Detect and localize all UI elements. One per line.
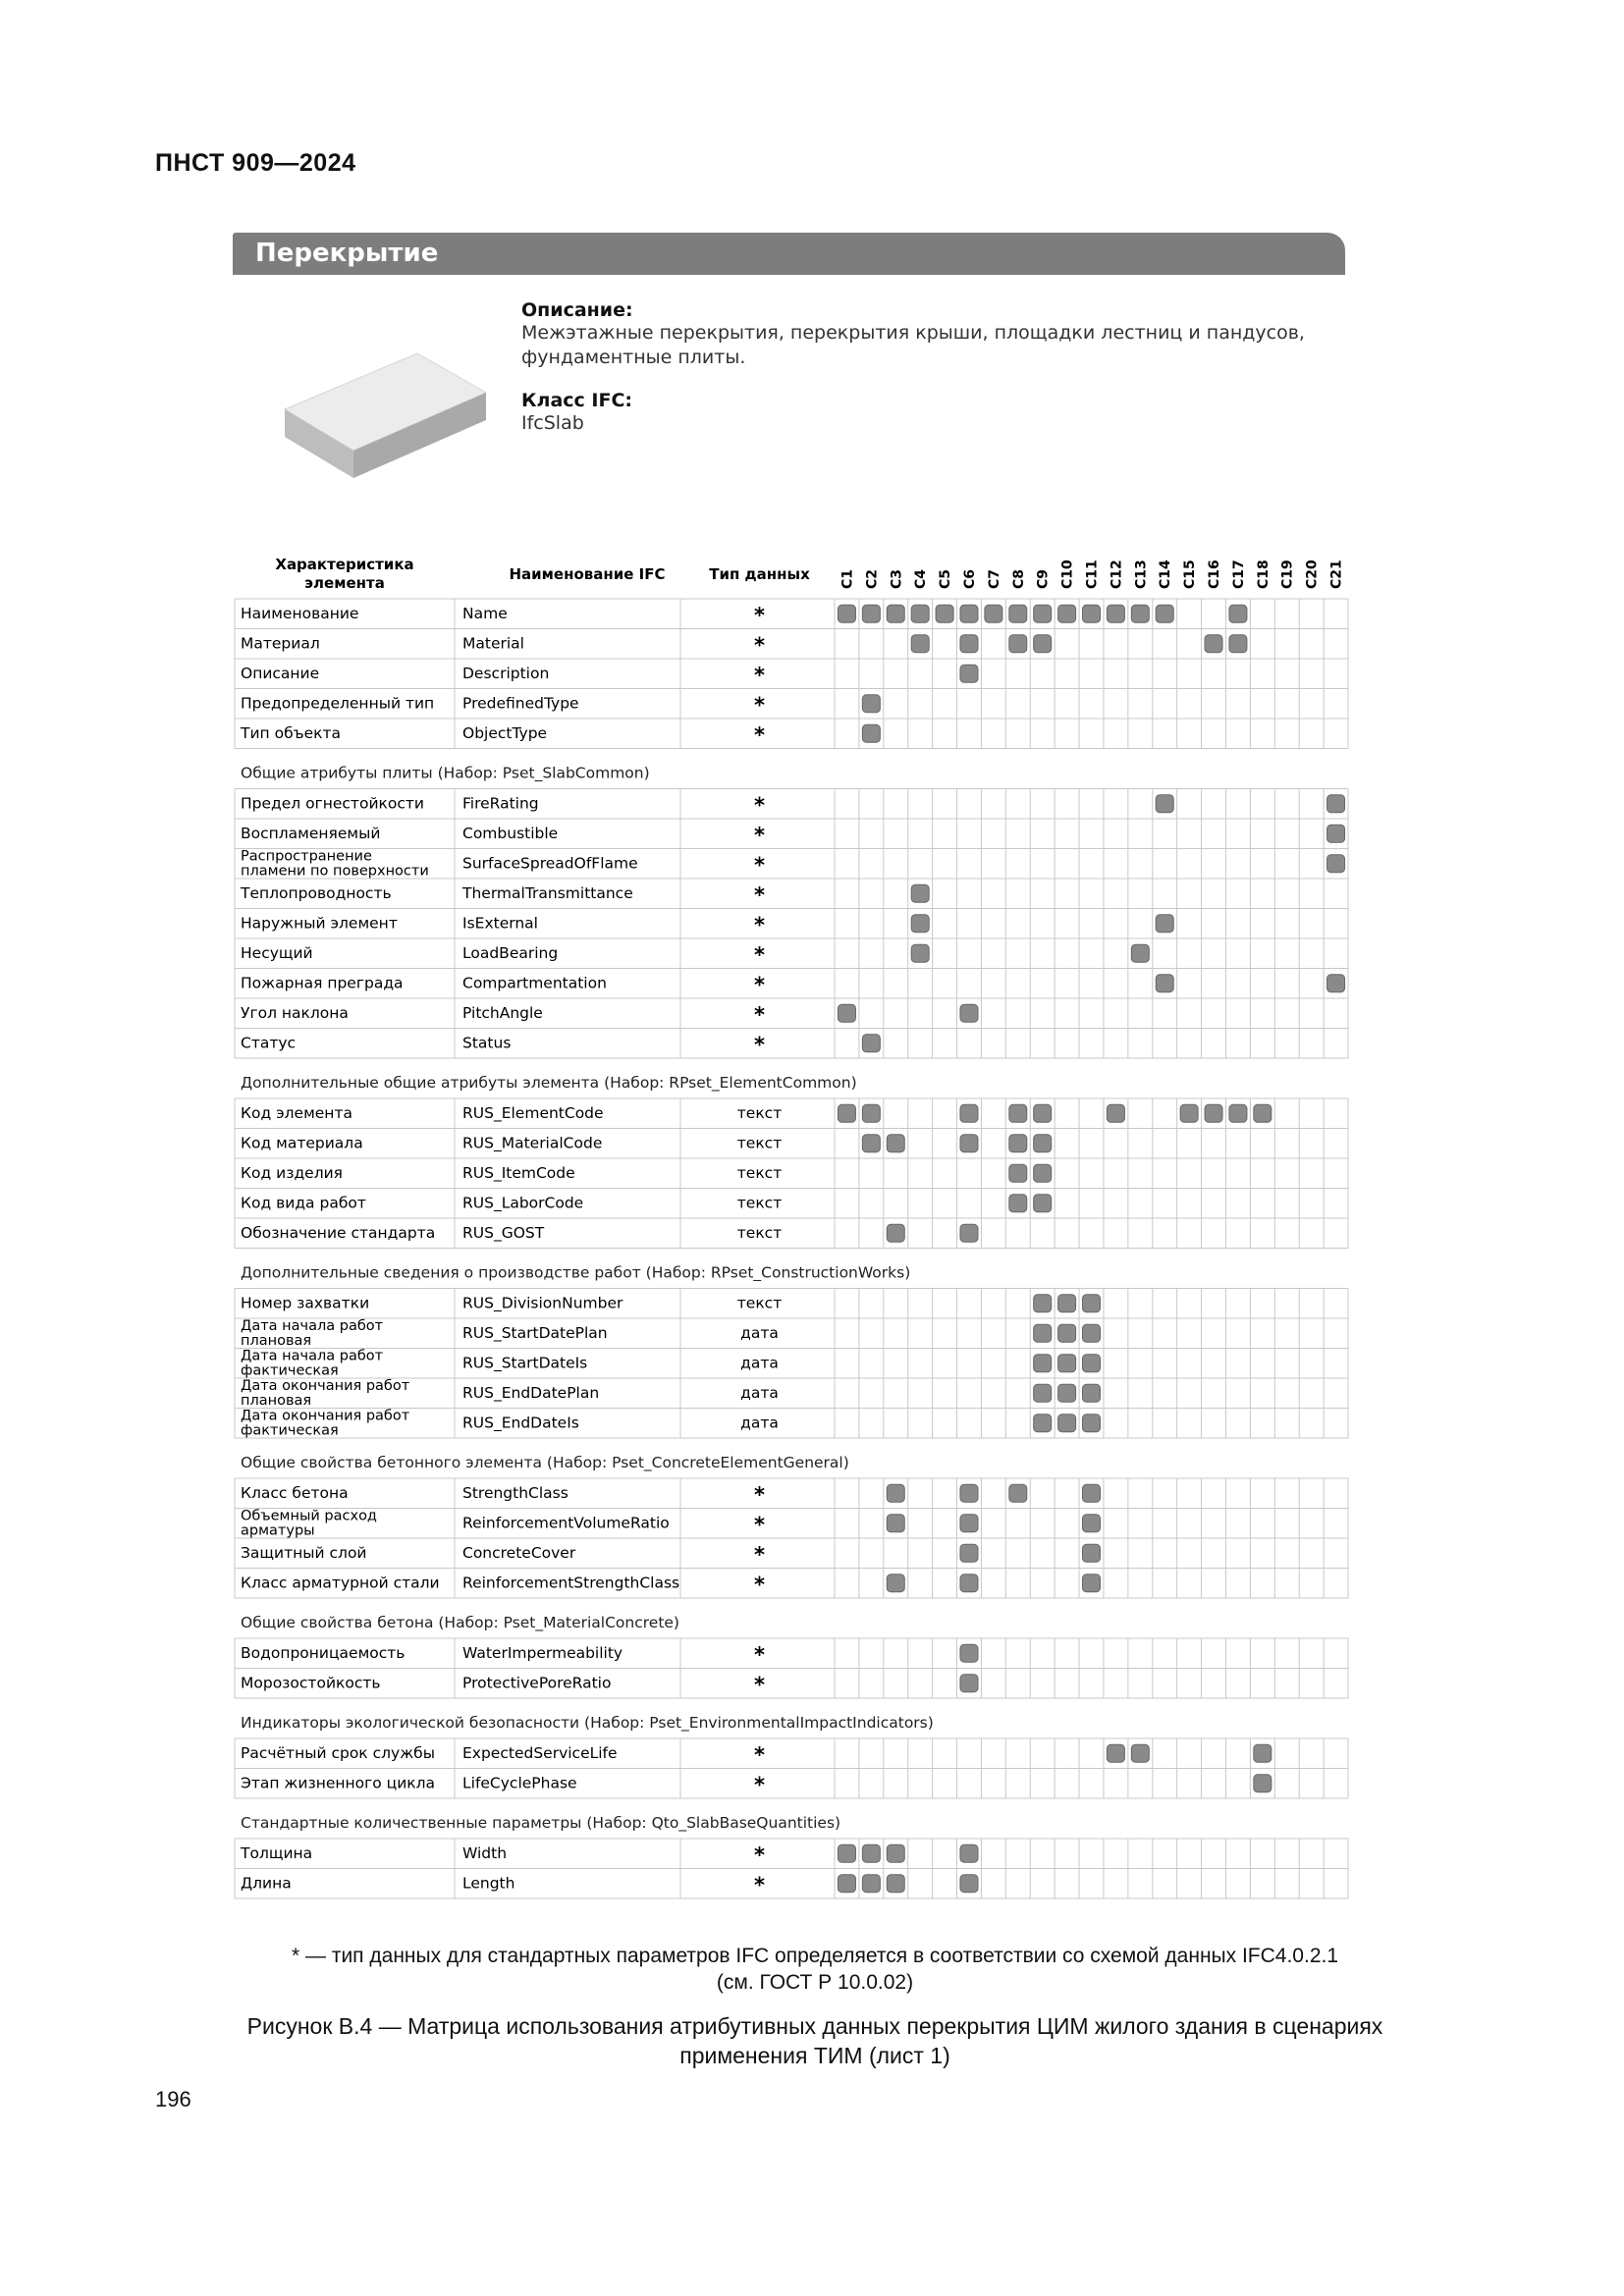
- row-data-type: *: [754, 664, 765, 687]
- row-data-type: *: [754, 973, 765, 997]
- scenario-header: С12: [1109, 560, 1125, 589]
- usage-marker: [1327, 825, 1345, 842]
- usage-marker: [862, 605, 880, 622]
- usage-marker: [862, 1104, 880, 1122]
- usage-marker: [862, 1035, 880, 1052]
- scenario-header: С6: [961, 568, 978, 589]
- row-ifc-name: LoadBearing: [462, 944, 559, 962]
- usage-marker: [1205, 635, 1222, 653]
- scenario-header: С2: [864, 568, 881, 589]
- row-characteristic: Материал: [241, 634, 320, 653]
- usage-marker: [862, 1844, 880, 1862]
- scenario-header: С5: [938, 568, 954, 589]
- row-data-type: *: [754, 693, 765, 718]
- usage-marker: [960, 1484, 978, 1502]
- usage-marker: [862, 695, 880, 713]
- row-characteristic: Предел огнестойкости: [241, 794, 424, 813]
- row-characteristic: Код элемента: [241, 1104, 352, 1122]
- row-characteristic: Защитный слой: [241, 1544, 367, 1562]
- usage-marker: [887, 605, 904, 622]
- usage-marker: [960, 1544, 978, 1562]
- caption-line: применения ТИМ (лист 1): [679, 2043, 950, 2068]
- row-ifc-name: Length: [462, 1874, 515, 1893]
- row-ifc-name: PredefinedType: [462, 694, 579, 713]
- usage-marker: [960, 1224, 978, 1242]
- row-data-type: *: [754, 824, 765, 847]
- usage-marker: [1107, 605, 1124, 622]
- row-characteristic: Пожарная преграда: [241, 974, 404, 992]
- usage-marker: [1034, 1195, 1052, 1212]
- row-characteristic: Наружный элемент: [241, 914, 398, 933]
- usage-marker: [1034, 1295, 1052, 1312]
- usage-marker: [887, 1875, 904, 1893]
- row-characteristic: Объемный расход: [241, 1508, 377, 1524]
- usage-marker: [887, 1844, 904, 1862]
- usage-marker: [838, 1104, 855, 1122]
- row-ifc-name: Description: [462, 665, 550, 682]
- row-characteristic: Класс арматурной стали: [241, 1574, 440, 1592]
- usage-marker: [960, 1135, 978, 1152]
- row-ifc-name: RUS_GOST: [462, 1224, 545, 1242]
- row-ifc-name: ObjectType: [462, 724, 548, 742]
- group-title: Общие атрибуты плиты (Набор: Pset_SlabCommon): [241, 764, 650, 782]
- row-ifc-name: PitchAngle: [462, 1004, 543, 1022]
- header-data-type: Тип данных: [709, 565, 810, 583]
- row-data-type: текст: [736, 1134, 783, 1152]
- row-ifc-name: ThermalTransmittance: [462, 884, 633, 902]
- row-characteristic: Код изделия: [241, 1164, 344, 1182]
- section-title: Перекрытие: [255, 239, 439, 268]
- row-characteristic: Описание: [241, 665, 320, 682]
- row-characteristic: Дата начала работ: [241, 1348, 384, 1364]
- ifc-class-label: Класс IFC:: [521, 390, 632, 411]
- row-data-type: *: [754, 883, 765, 907]
- description-label: Описание:: [521, 299, 633, 321]
- row-ifc-name: ConcreteCover: [462, 1544, 576, 1562]
- usage-marker: [911, 884, 929, 902]
- row-ifc-name: ProtectivePoreRatio: [462, 1674, 612, 1692]
- row-ifc-name: FireRating: [462, 794, 539, 813]
- group-title: Дополнительные общие атрибуты элемента (Набор: RPset_ElementCommon): [241, 1074, 857, 1092]
- row-characteristic: Этап жизненного цикла: [241, 1774, 436, 1792]
- ifc-class-value: IfcSlab: [521, 412, 584, 434]
- row-ifc-name: LifeCyclePhase: [462, 1774, 577, 1792]
- usage-marker: [1107, 1104, 1124, 1122]
- usage-marker: [838, 1875, 855, 1893]
- usage-marker: [1083, 1544, 1101, 1562]
- usage-marker: [960, 1875, 978, 1893]
- usage-marker: [960, 1575, 978, 1592]
- row-ifc-name: Status: [462, 1034, 512, 1052]
- usage-marker: [1229, 1104, 1247, 1122]
- usage-marker: [1083, 1575, 1101, 1592]
- usage-marker: [1058, 1415, 1076, 1432]
- usage-marker: [887, 1224, 904, 1242]
- usage-marker: [887, 1515, 904, 1532]
- usage-marker: [960, 635, 978, 653]
- usage-marker: [1034, 635, 1052, 653]
- usage-marker: [1083, 1415, 1101, 1432]
- row-ifc-name: ExpectedServiceLife: [462, 1744, 618, 1762]
- usage-marker: [1327, 855, 1345, 873]
- usage-marker: [1058, 1295, 1076, 1312]
- row-ifc-name: IsExternal: [462, 914, 538, 933]
- row-data-type: текст: [736, 1104, 783, 1122]
- row-ifc-name: RUS_ElementCode: [462, 1104, 604, 1122]
- scenario-header: С20: [1304, 560, 1321, 589]
- row-ifc-name: ReinforcementStrengthClass: [462, 1574, 680, 1592]
- usage-marker: [887, 1135, 904, 1152]
- row-ifc-name: ReinforcementVolumeRatio: [462, 1514, 670, 1532]
- scenario-header: С7: [986, 568, 1002, 589]
- scenario-header: С8: [1010, 568, 1027, 589]
- row-data-type: *: [754, 1873, 765, 1897]
- row-characteristic: Дата окончания работ: [241, 1408, 410, 1424]
- group-title: Индикаторы экологической безопасности (Набор: Pset_EnvironmentalImpactIndicators): [241, 1714, 934, 1732]
- row-data-type: *: [754, 1543, 765, 1567]
- row-characteristic: фактическая: [241, 1362, 339, 1379]
- row-data-type: *: [754, 1843, 765, 1867]
- caption-line: Рисунок В.4 — Матрица использования атрибутивных данных перекрытия ЦИМ жилого здания в сценариях: [246, 2013, 1383, 2039]
- usage-marker: [1009, 1164, 1027, 1182]
- row-ifc-name: Compartmentation: [462, 974, 607, 992]
- usage-marker: [1327, 795, 1345, 813]
- usage-marker: [838, 1844, 855, 1862]
- row-data-type: дата: [740, 1324, 779, 1342]
- row-data-type: *: [754, 1743, 765, 1767]
- row-ifc-name: SurfaceSpreadOfFlame: [462, 854, 638, 873]
- row-characteristic: Тип объекта: [241, 724, 342, 742]
- usage-marker: [911, 605, 929, 622]
- usage-marker: [1009, 1104, 1027, 1122]
- usage-marker: [1083, 1384, 1101, 1402]
- row-characteristic: Угол наклона: [241, 1004, 349, 1022]
- row-ifc-name: RUS_MaterialCode: [462, 1134, 603, 1152]
- usage-marker: [838, 605, 855, 622]
- row-data-type: текст: [736, 1294, 783, 1312]
- usage-marker: [911, 944, 929, 962]
- usage-marker: [1131, 944, 1149, 962]
- usage-marker: [1131, 1744, 1149, 1762]
- usage-marker: [1009, 635, 1027, 653]
- document-code: ПНСТ 909—2024: [155, 149, 356, 177]
- usage-marker: [1009, 605, 1027, 622]
- page-number: 196: [155, 2087, 191, 2111]
- row-characteristic: Длина: [241, 1874, 292, 1893]
- row-data-type: *: [754, 793, 765, 818]
- usage-marker: [1058, 1355, 1076, 1372]
- row-data-type: дата: [740, 1354, 779, 1372]
- usage-marker: [1034, 1384, 1052, 1402]
- row-data-type: *: [754, 1513, 765, 1537]
- usage-marker: [1156, 915, 1173, 933]
- usage-marker: [911, 915, 929, 933]
- description-line: фундаментные плиты.: [521, 347, 746, 368]
- usage-marker: [960, 1644, 978, 1662]
- row-characteristic: Статус: [241, 1034, 297, 1052]
- scenario-header: С16: [1207, 560, 1223, 589]
- row-data-type: *: [754, 1003, 765, 1027]
- usage-marker: [1083, 605, 1101, 622]
- row-characteristic: Дата начала работ: [241, 1318, 384, 1334]
- usage-marker: [1229, 635, 1247, 653]
- row-characteristic: Воспламеняемый: [241, 825, 381, 842]
- usage-marker: [960, 1675, 978, 1692]
- usage-marker: [911, 635, 929, 653]
- row-characteristic: пламени по поверхности: [241, 863, 429, 880]
- description-line: Межэтажные перекрытия, перекрытия крыши, площадки лестниц и пандусов,: [521, 322, 1305, 344]
- row-data-type: *: [754, 1033, 765, 1057]
- row-characteristic: Код материала: [241, 1134, 363, 1152]
- usage-marker: [1156, 605, 1173, 622]
- usage-marker: [1034, 1135, 1052, 1152]
- usage-marker: [960, 1844, 978, 1862]
- usage-marker: [1034, 1104, 1052, 1122]
- row-data-type: *: [754, 1773, 765, 1797]
- usage-marker: [1009, 1135, 1027, 1152]
- row-data-type: дата: [740, 1414, 779, 1432]
- row-characteristic: фактическая: [241, 1422, 339, 1439]
- row-ifc-name: Name: [462, 605, 508, 622]
- usage-marker: [1034, 1324, 1052, 1342]
- usage-marker: [1083, 1295, 1101, 1312]
- usage-marker: [1180, 1104, 1198, 1122]
- scenario-header: С4: [913, 568, 930, 589]
- usage-marker: [960, 605, 978, 622]
- usage-marker: [1058, 605, 1076, 622]
- scenario-header: С9: [1035, 568, 1052, 589]
- footnote: [157, 1943, 1473, 1996]
- header-ifc-name: Наименование IFC: [509, 565, 666, 583]
- usage-marker: [1009, 1195, 1027, 1212]
- group-title: Общие свойства бетона (Набор: Pset_MaterialConcrete): [241, 1614, 679, 1631]
- group-title: Дополнительные сведения о производстве работ (Набор: RPset_ConstructionWorks): [241, 1263, 911, 1282]
- row-ifc-name: RUS_ItemCode: [462, 1164, 575, 1182]
- row-characteristic: Обозначение стандарта: [241, 1224, 436, 1242]
- usage-marker: [936, 605, 953, 622]
- row-characteristic: Дата окончания работ: [241, 1378, 410, 1394]
- usage-marker: [1034, 1415, 1052, 1432]
- row-data-type: *: [754, 913, 765, 937]
- usage-marker: [1254, 1775, 1272, 1792]
- scenario-header: С18: [1255, 560, 1272, 589]
- footnote-line: (см. ГОСТ Р 10.0.02): [716, 1971, 914, 1994]
- row-characteristic: Теплопроводность: [241, 884, 392, 902]
- row-characteristic: Номер захватки: [241, 1294, 370, 1312]
- row-ifc-name: StrengthClass: [462, 1484, 568, 1502]
- usage-marker: [1083, 1324, 1101, 1342]
- usage-marker: [1058, 1324, 1076, 1342]
- usage-marker: [1156, 795, 1173, 813]
- header-characteristic: Характеристика: [275, 556, 414, 573]
- row-characteristic: Распространение: [241, 848, 372, 865]
- usage-marker: [1131, 605, 1149, 622]
- usage-marker: [1254, 1104, 1272, 1122]
- row-characteristic: Расчётный срок службы: [241, 1744, 435, 1762]
- scenario-header: С21: [1328, 560, 1345, 589]
- row-data-type: *: [754, 604, 765, 627]
- scenario-header: С17: [1230, 560, 1247, 589]
- header-characteristic: элемента: [304, 574, 385, 592]
- usage-marker: [862, 1875, 880, 1893]
- row-data-type: *: [754, 633, 765, 658]
- row-ifc-name: RUS_EndDateIs: [462, 1414, 579, 1432]
- usage-marker: [1034, 1164, 1052, 1182]
- row-data-type: *: [754, 1483, 765, 1507]
- usage-marker: [1083, 1484, 1101, 1502]
- row-data-type: дата: [740, 1384, 779, 1402]
- row-characteristic: Предопределенный тип: [241, 694, 435, 713]
- figure-caption: [157, 2011, 1473, 2070]
- row-characteristic: плановая: [241, 1333, 312, 1349]
- usage-marker: [887, 1484, 904, 1502]
- row-data-type: *: [754, 853, 765, 878]
- scenario-header: С14: [1158, 560, 1174, 589]
- row-data-type: *: [754, 723, 765, 747]
- row-data-type: *: [754, 1673, 765, 1697]
- footnote-line: * — тип данных для стандартных параметров IFC определяется в соответствии со схемой данных IFC4.0.2.1: [291, 1945, 1339, 1967]
- usage-marker: [1034, 1355, 1052, 1372]
- row-data-type: *: [754, 1573, 765, 1597]
- usage-marker: [960, 1515, 978, 1532]
- row-ifc-name: RUS_LaborCode: [462, 1194, 584, 1212]
- usage-marker: [1205, 1104, 1222, 1122]
- usage-marker: [1229, 605, 1247, 622]
- row-ifc-name: Width: [462, 1844, 508, 1862]
- row-characteristic: Морозостойкость: [241, 1674, 381, 1692]
- usage-marker: [960, 1004, 978, 1022]
- row-data-type: текст: [736, 1194, 783, 1212]
- scenario-header: С3: [889, 568, 905, 589]
- usage-marker: [960, 665, 978, 682]
- usage-marker: [960, 1104, 978, 1122]
- row-characteristic: Толщина: [241, 1844, 313, 1862]
- usage-marker: [1009, 1484, 1027, 1502]
- row-characteristic: плановая: [241, 1393, 312, 1409]
- row-ifc-name: RUS_EndDatePlan: [462, 1384, 600, 1402]
- scenario-header: С10: [1059, 560, 1076, 589]
- row-ifc-name: Combustible: [462, 825, 559, 842]
- usage-marker: [985, 605, 1002, 622]
- row-characteristic: Несущий: [241, 944, 313, 962]
- row-characteristic: Код вида работ: [241, 1194, 366, 1212]
- group-title: Общие свойства бетонного элемента (Набор: Pset_ConcreteElementGeneral): [241, 1454, 849, 1471]
- row-ifc-name: RUS_StartDateIs: [462, 1354, 588, 1372]
- usage-marker: [1083, 1515, 1101, 1532]
- row-data-type: текст: [736, 1224, 783, 1242]
- usage-marker: [1156, 975, 1173, 992]
- row-characteristic: арматуры: [241, 1522, 315, 1539]
- usage-marker: [862, 724, 880, 742]
- usage-marker: [1327, 975, 1345, 992]
- row-ifc-name: Material: [462, 634, 524, 653]
- usage-marker: [862, 1135, 880, 1152]
- row-ifc-name: WaterImpermeability: [462, 1644, 623, 1662]
- group-title: Стандартные количественные параметры (Набор: Qto_SlabBaseQuantities): [241, 1814, 841, 1832]
- usage-marker: [838, 1004, 855, 1022]
- row-ifc-name: RUS_DivisionNumber: [462, 1294, 623, 1312]
- row-data-type: *: [754, 1643, 765, 1667]
- row-characteristic: Класс бетона: [241, 1484, 349, 1502]
- usage-marker: [1058, 1384, 1076, 1402]
- row-ifc-name: RUS_StartDatePlan: [462, 1324, 608, 1342]
- row-characteristic: Водопроницаемость: [241, 1644, 406, 1662]
- scenario-header: С19: [1279, 560, 1296, 589]
- usage-marker: [1107, 1744, 1124, 1762]
- usage-marker: [887, 1575, 904, 1592]
- scenario-header: С1: [839, 568, 856, 589]
- scenario-header: С15: [1182, 560, 1199, 589]
- row-characteristic: Наименование: [241, 605, 359, 622]
- usage-marker: [1083, 1355, 1101, 1372]
- usage-marker: [1034, 605, 1052, 622]
- usage-marker: [1254, 1744, 1272, 1762]
- row-data-type: *: [754, 943, 765, 967]
- scenario-header: С11: [1084, 560, 1101, 589]
- scenario-header: С13: [1133, 560, 1150, 589]
- row-data-type: текст: [736, 1164, 783, 1182]
